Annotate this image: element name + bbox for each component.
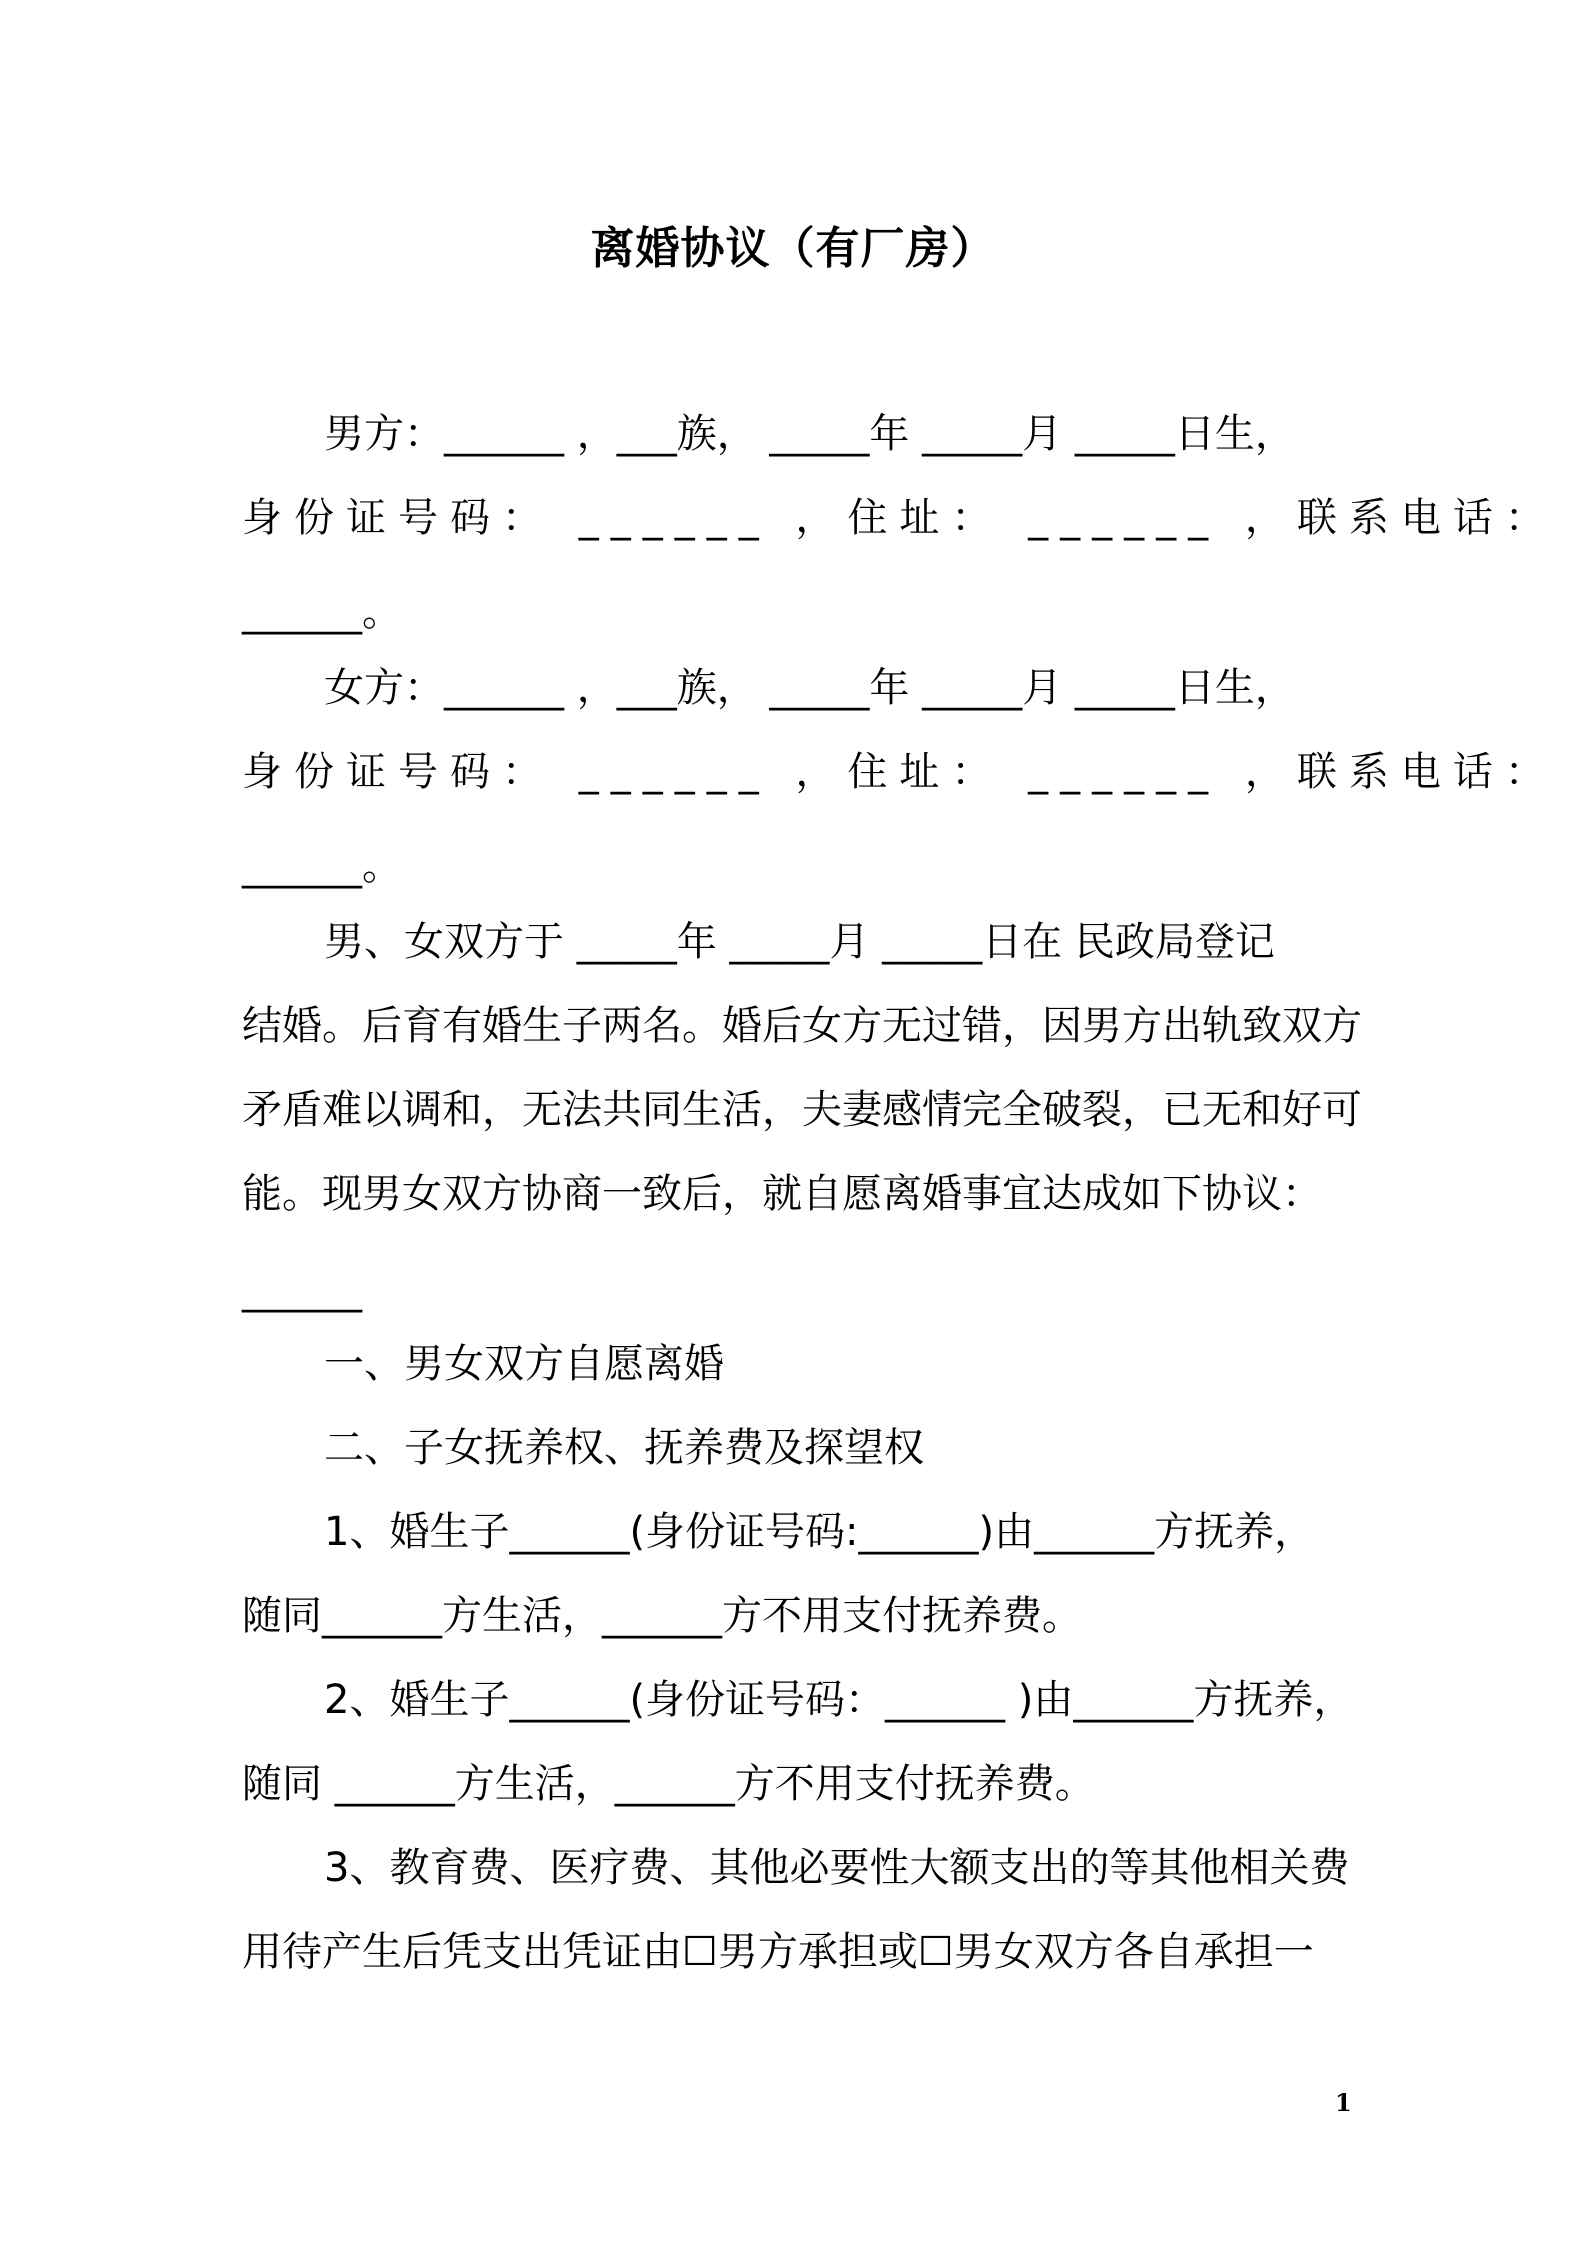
section-heading: 一、男女双方自愿离婚 [324,1341,724,1387]
paragraph-line: 结婚。后育有婚生子两名。婚后女方无过错，因男方出轨致双方 [242,1003,1362,1049]
paragraph-line: 身份证号码： ______ ，住址： ______ ，联系电话： [242,495,1557,541]
document-title: 离婚协议（有厂房） [590,223,996,274]
clause-line: 3、教育费、医疗费、其他必要性大额支出的等其他相关费 [324,1845,1350,1891]
paragraph-line: 矛盾难以调和，无法共同生活，夫妻感情完全破裂，已无和好可 [242,1087,1362,1133]
paragraph-line: 男、女双方于 _____年 _____月 _____日在 民政局登记 [324,919,1275,965]
clause-line: 2、婚生子______(身份证号码：______ )由______方抚养， [324,1677,1354,1723]
blank-line: ______ [242,1267,362,1313]
clause-line: 随同______方生活，______方不用支付抚养费。 [242,1593,1082,1639]
clause-line: 用待产生后凭支出凭证由☐男方承担或☐男女双方各自承担一 [242,1929,1314,1975]
paragraph-line: 身份证号码： ______ ，住址： ______ ，联系电话： [242,749,1557,795]
paragraph-line: 女方：______ ，___族， _____年 _____月 _____日生， [324,665,1295,711]
section-heading: 二、子女抚养权、抚养费及探望权 [324,1425,924,1471]
page-number: 1 [1335,2088,1352,2117]
paragraph-line: 男方：______ ，___族， _____年 _____月 _____日生， [324,411,1295,457]
paragraph-line: ______。 [242,843,402,889]
clause-line: 随同 ______方生活，______方不用支付抚养费。 [242,1761,1095,1807]
paragraph-line: 能。现男女双方协商一致后，就自愿离婚事宜达成如下协议： [242,1171,1322,1217]
paragraph-line: ______。 [242,589,402,635]
clause-line: 1、婚生子______(身份证号码:______)由______方抚养， [324,1509,1315,1555]
